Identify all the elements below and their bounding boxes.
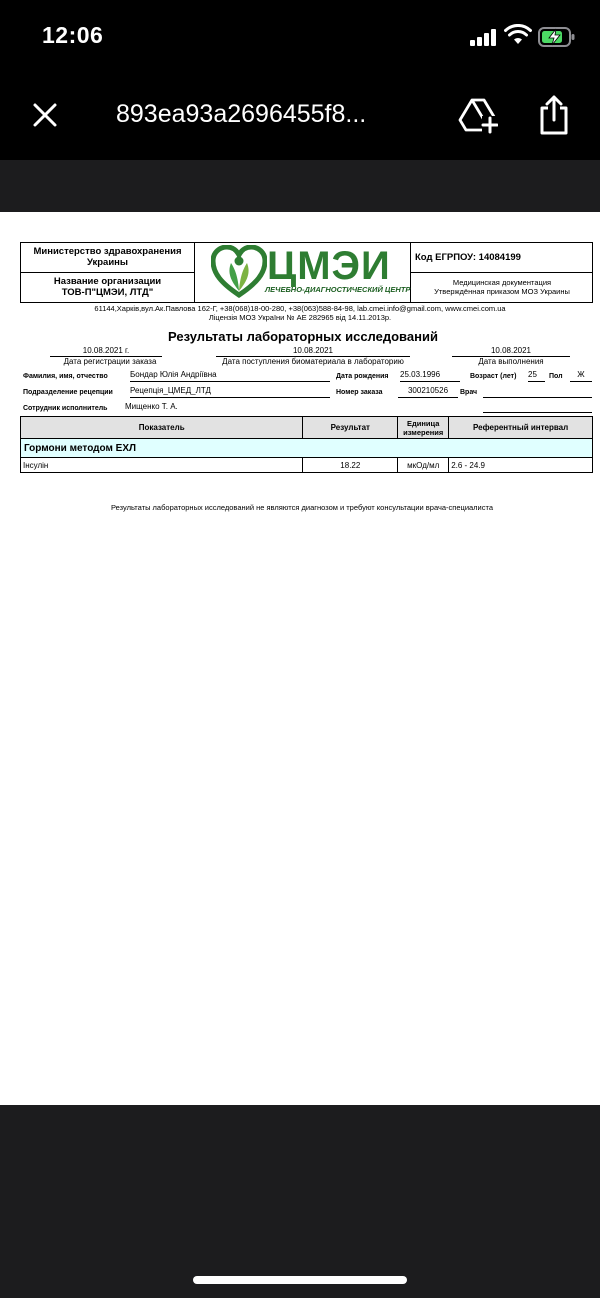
order-number: 300210526	[398, 386, 458, 398]
org-label: Название организации	[53, 276, 162, 287]
document-viewer[interactable]	[0, 160, 600, 1105]
staff-label: Сотрудник исполнитель	[23, 405, 108, 412]
close-icon[interactable]	[28, 98, 62, 132]
status-time: 12:06	[42, 22, 104, 48]
registration-date: 10.08.2021 г.	[50, 346, 162, 357]
patient-name: Бондар Юлія Андріївна	[130, 370, 330, 382]
receipt-date-label: Дата поступления биоматериала в лабораторию	[222, 357, 404, 366]
section-title: Гормони методом ЕХЛ	[21, 439, 593, 458]
logo-subtitle: ЛЕЧЕБНО-ДИАГНОСТИЧЕСКИЙ ЦЕНТР	[265, 285, 411, 294]
document-header	[20, 242, 593, 303]
clinic-logo	[195, 243, 411, 303]
birth-date: 25.03.1996	[400, 370, 460, 382]
cellular-signal-icon	[470, 28, 498, 46]
share-icon[interactable]	[536, 94, 572, 136]
table-header-row	[21, 417, 593, 439]
column-header: Результат	[303, 417, 398, 439]
doctor-label: Врач	[460, 389, 478, 396]
doctor-value	[483, 386, 592, 398]
results-table	[20, 416, 593, 473]
logo-text: ЦМЭИ	[267, 244, 391, 288]
heart-leaf-logo-icon	[211, 245, 267, 299]
battery-charging-icon	[538, 26, 576, 48]
sex-value: Ж	[570, 370, 592, 382]
nav-bar	[0, 72, 600, 160]
med-doc-line1: Медицинская документация	[452, 278, 552, 287]
indicator-cell: Інсулін	[21, 458, 303, 473]
document-title: Результаты лабораторных исследований	[168, 329, 438, 344]
table-row	[21, 458, 593, 473]
column-header: Единица измерения	[398, 417, 449, 439]
license-line: Ліцензія МОЗ України № АЕ 282965 від 14.11.2013р.	[208, 313, 392, 322]
registration-date-label: Дата регистрации заказа	[63, 357, 157, 366]
file-title: 893ea93a2696455f8...	[116, 100, 367, 128]
range-cell: 2.6 - 24.9	[449, 458, 593, 473]
signature-line	[483, 412, 592, 413]
med-doc-note	[411, 273, 593, 303]
unit-cell: мкОд/мл	[398, 458, 449, 473]
column-header: Показатель	[21, 417, 303, 439]
med-doc-line2: Утверждённая приказом МОЗ Украины	[434, 287, 570, 296]
organization-block	[21, 273, 195, 303]
address-line: 61144,Харків,вул.Ак.Павлова 162-Г, +38(068)18-00-280, +38(063)588-84-98, lab.cmei.info@gmail.com, www.cmei.com.ua	[94, 304, 506, 313]
home-indicator[interactable]	[193, 1276, 407, 1284]
completion-date-label: Дата выполнения	[478, 357, 544, 366]
patient-name-label: Фамилия, имя, отчество	[23, 373, 108, 380]
ministry-name: Министерство здравохранения Украины	[21, 243, 195, 273]
disclaimer: Результаты лабораторных исследований не являются диагнозом и требуют консультации врача-специалиста	[110, 503, 494, 512]
document-page	[0, 212, 600, 1105]
status-bar	[0, 0, 600, 72]
result-cell: 18.22	[303, 458, 398, 473]
section-row	[21, 439, 593, 458]
staff-value: Мищенко Т. А.	[125, 402, 178, 411]
age-value: 25	[528, 370, 545, 382]
department-value: Рецепція_ЦМЕД_ЛТД	[130, 386, 330, 398]
age-label: Возраст (лет)	[470, 373, 517, 380]
org-name: ТОВ-П"ЦМЭИ, ЛТД"	[61, 287, 154, 298]
add-to-drive-icon[interactable]	[458, 96, 498, 134]
viewer-bottom	[0, 1105, 600, 1298]
sex-label: Пол	[549, 373, 563, 380]
column-header: Референтный интервал	[449, 417, 593, 439]
egrpou-code: Код ЕГРПОУ: 14084199	[411, 243, 593, 273]
receipt-date: 10.08.2021	[216, 346, 410, 357]
department-label: Подразделение рецепции	[23, 389, 113, 396]
completion-date: 10.08.2021	[452, 346, 570, 357]
birth-date-label: Дата рождения	[336, 373, 389, 380]
wifi-icon	[504, 24, 532, 46]
order-number-label: Номер заказа	[336, 389, 383, 396]
